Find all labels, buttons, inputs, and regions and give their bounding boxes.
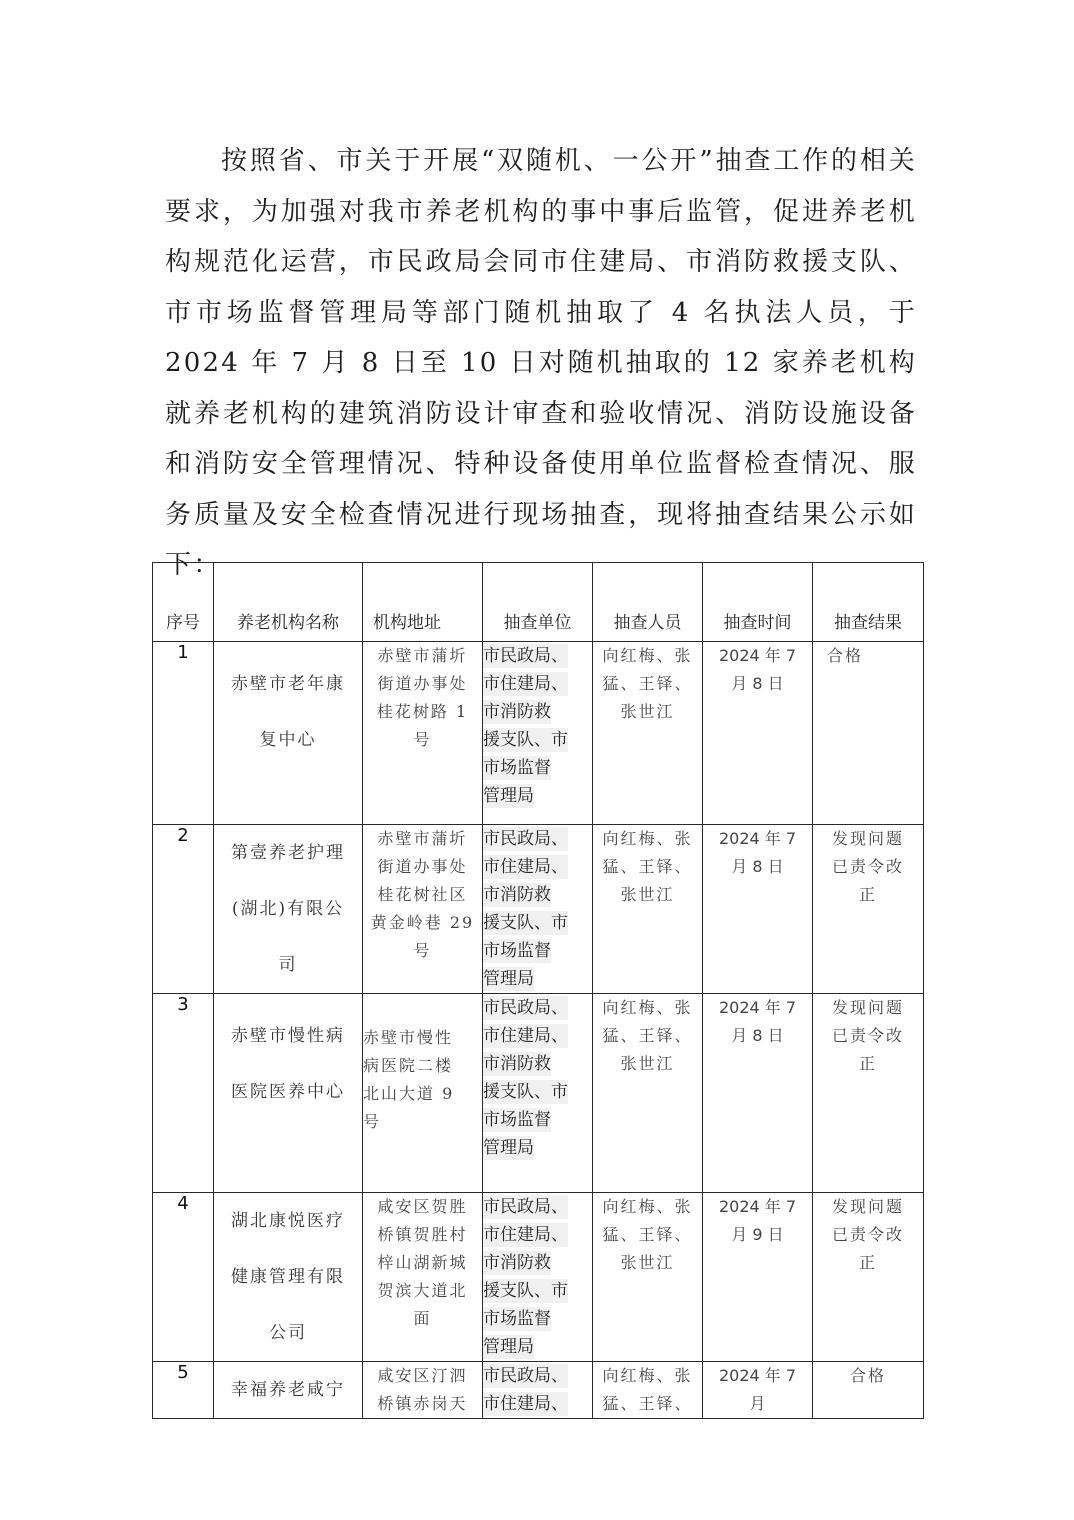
text-line: 市场监督: [483, 758, 551, 778]
text-line: 合格: [827, 646, 864, 665]
cell-inspection-result: [813, 1193, 924, 1362]
text-line: 管理局: [483, 1337, 534, 1357]
cell-serial-no: 2: [153, 825, 214, 994]
text-line: 市消防救: [483, 1253, 551, 1273]
cell-inspection-result: [813, 994, 924, 1193]
cell-institution-name: [214, 1362, 363, 1419]
cell-institution-name: [214, 642, 363, 825]
text-line: 病医院二楼: [363, 1056, 454, 1075]
cell-inspection-time: [703, 1362, 813, 1419]
cell-inspectors: [593, 994, 703, 1193]
cell-inspectors: [593, 825, 703, 994]
text-line: 市住建局、: [483, 1026, 568, 1046]
text-line: 管理局: [483, 969, 534, 989]
cell-address: [363, 994, 483, 1193]
text-line: 援支队、市: [483, 1281, 568, 1301]
cell-inspection-unit: [483, 994, 593, 1193]
text-line: 发现问题: [831, 829, 904, 848]
text-line: 赤壁市蒲圻: [377, 829, 468, 848]
text-line: 医院医养中心: [231, 1082, 345, 1102]
text-line: 号: [363, 1112, 382, 1131]
cell-address: [363, 642, 483, 825]
text-line: 管理局: [483, 1138, 534, 1158]
cell-inspection-time: [703, 642, 813, 825]
text-line: 赤壁市慢性病: [231, 1026, 345, 1046]
text-line: 向红梅、张: [602, 1366, 693, 1385]
cell-inspection-time: [703, 994, 813, 1193]
text-line: 张世江: [620, 1054, 675, 1073]
cell-inspection-result: [813, 1362, 924, 1419]
cell-serial-no: 4: [153, 1193, 214, 1362]
text-line: 月 8 日: [731, 674, 784, 693]
cell-serial-no: 1: [153, 642, 214, 825]
text-line: 援支队、市: [483, 913, 568, 933]
text-line: 2024 年 7: [718, 1197, 797, 1216]
text-line: 张世江: [620, 702, 675, 721]
text-line: 月 8 日: [731, 857, 784, 876]
header-inspection-time: 抽查时间: [703, 563, 813, 642]
text-line: 市民政局、: [483, 1197, 568, 1217]
text-line: 桥镇贺胜村: [377, 1225, 468, 1244]
cell-inspection-unit: [483, 1193, 593, 1362]
text-line: 赤壁市蒲圻: [377, 646, 468, 665]
cell-inspectors: [593, 1362, 703, 1419]
text-line: 市民政局、: [483, 646, 568, 666]
table-row: [153, 825, 924, 994]
text-line: 月: [749, 1394, 766, 1413]
text-line: 向红梅、张: [602, 998, 693, 1017]
text-line: 市消防救: [483, 702, 551, 722]
text-line: 市场监督: [483, 941, 551, 961]
cell-serial-no: 5: [153, 1362, 214, 1419]
header-inspection-unit: 抽查单位: [483, 563, 593, 642]
text-line: 发现问题: [831, 998, 904, 1017]
cell-address: [363, 1362, 483, 1419]
text-line: 2024 年 7: [718, 998, 797, 1017]
text-line: 复中心: [259, 730, 317, 750]
text-line: 公司: [269, 1323, 307, 1343]
cell-inspection-unit: [483, 1362, 593, 1419]
text-line: 市住建局、: [483, 1225, 568, 1245]
table-row: [153, 1193, 924, 1362]
cell-inspectors: [593, 642, 703, 825]
text-line: 街道办事处: [377, 674, 468, 693]
cell-institution-name: [214, 825, 363, 994]
header-address: 机构地址: [363, 563, 483, 642]
text-line: 赤壁市慢性: [363, 1028, 454, 1047]
text-line: 桂花树路 1: [376, 702, 469, 721]
text-line: 月 9 日: [731, 1225, 784, 1244]
text-line: 已责令改: [831, 857, 904, 876]
inspection-results-table: [152, 562, 924, 1419]
text-line: 街道办事处: [377, 857, 468, 876]
text-line: 已责令改: [831, 1026, 904, 1045]
cell-inspection-result: [813, 825, 924, 994]
text-line: 健康管理有限: [231, 1267, 345, 1287]
text-line: 湖北康悦医疗: [231, 1211, 345, 1231]
text-line: 猛、王铎、: [602, 1225, 693, 1244]
intro-paragraph: 按照省、市关于开展“双随机、一公开”抽查工作的相关要求，为加强对我市养老机构的事中事后监管，促进养老机构规范化运营，市民政局会同市住建局、市消防救援支队、市市场监督管理局等部门随机抽取了 4 名执法人员，于 2024 年 7 月 8 日至 10 日对随机抽取的 12 家养老机构就养老机构的建筑消防设计审查和验收情况、消防设施设备和消防安全管理情况、特种设备使用单位监督检查情况、服务质量及安全检查情况进行现场抽查，现将抽查结果公示如下：: [165, 146, 917, 580]
text-line: 猛、王铎、: [602, 1394, 693, 1413]
cell-inspection-unit: [483, 642, 593, 825]
text-line: 月 8 日: [731, 1026, 784, 1045]
cell-inspection-time: [703, 1193, 813, 1362]
table-row: [153, 1362, 924, 1419]
text-line: 正: [858, 885, 877, 904]
cell-serial-no: 3: [153, 994, 214, 1193]
text-line: 司: [278, 955, 298, 975]
text-line: 咸安区汀泗: [377, 1366, 468, 1385]
text-line: 猛、王铎、: [602, 674, 693, 693]
text-line: 桥镇赤岗天: [377, 1394, 468, 1413]
text-line: 咸安区贺胜: [377, 1197, 468, 1216]
cell-inspectors: [593, 1193, 703, 1362]
cell-inspection-time: [703, 825, 813, 994]
text-line: 张世江: [620, 885, 675, 904]
header-inspectors: 抽查人员: [593, 563, 703, 642]
text-line: 市住建局、: [483, 674, 568, 694]
cell-inspection-unit: [483, 825, 593, 994]
header-inspection-result: 抽查结果: [813, 563, 924, 642]
text-line: 市住建局、: [483, 1394, 568, 1414]
text-line: 正: [858, 1253, 877, 1272]
text-line: 猛、王铎、: [602, 857, 693, 876]
text-line: 2024 年 7: [718, 646, 797, 665]
text-line: 桂花树社区: [377, 885, 468, 904]
text-line: 市场监督: [483, 1309, 551, 1329]
text-line: 赤壁市老年康: [231, 674, 345, 694]
text-line: 市民政局、: [483, 1366, 568, 1386]
text-line: 第壹养老护理: [231, 843, 345, 863]
cell-institution-name: [214, 1193, 363, 1362]
text-line: (湖北)有限公: [231, 899, 345, 919]
text-line: 发现问题: [831, 1197, 904, 1216]
text-line: 市消防救: [483, 885, 551, 905]
cell-institution-name: [214, 994, 363, 1193]
text-line: 号: [413, 941, 432, 960]
text-line: 北山大道 9: [363, 1084, 455, 1103]
text-line: 面: [413, 1309, 432, 1328]
text-line: 管理局: [483, 786, 534, 806]
text-line: 合格: [849, 1366, 886, 1385]
text-line: 市住建局、: [483, 857, 568, 877]
header-institution-name: 养老机构名称: [214, 563, 363, 642]
table-row: [153, 994, 924, 1193]
text-line: 贺滨大道北: [377, 1281, 468, 1300]
text-line: 正: [858, 1054, 877, 1073]
text-line: 向红梅、张: [602, 646, 693, 665]
table-row: [153, 642, 924, 825]
table-header-row: [153, 563, 924, 642]
cell-inspection-result: [813, 642, 924, 825]
text-line: 梓山湖新城: [377, 1253, 468, 1272]
cell-address: [363, 825, 483, 994]
text-line: 向红梅、张: [602, 1197, 693, 1216]
cell-address: [363, 1193, 483, 1362]
text-line: 张世江: [620, 1253, 675, 1272]
text-line: 向红梅、张: [602, 829, 693, 848]
text-line: 黄金岭巷 29: [370, 913, 475, 932]
text-line: 市民政局、: [483, 829, 568, 849]
header-serial-no: 序号: [153, 563, 214, 642]
text-line: 市民政局、: [483, 998, 568, 1018]
text-line: 号: [413, 730, 432, 749]
text-line: 市消防救: [483, 1054, 551, 1074]
text-line: 猛、王铎、: [602, 1026, 693, 1045]
text-line: 已责令改: [831, 1225, 904, 1244]
text-line: 2024 年 7: [718, 829, 797, 848]
text-line: 援支队、市: [483, 1082, 568, 1102]
text-line: 2024 年 7: [718, 1366, 797, 1385]
text-line: 幸福养老咸宁: [231, 1380, 345, 1400]
text-line: 市场监督: [483, 1110, 551, 1130]
text-line: 援支队、市: [483, 730, 568, 750]
